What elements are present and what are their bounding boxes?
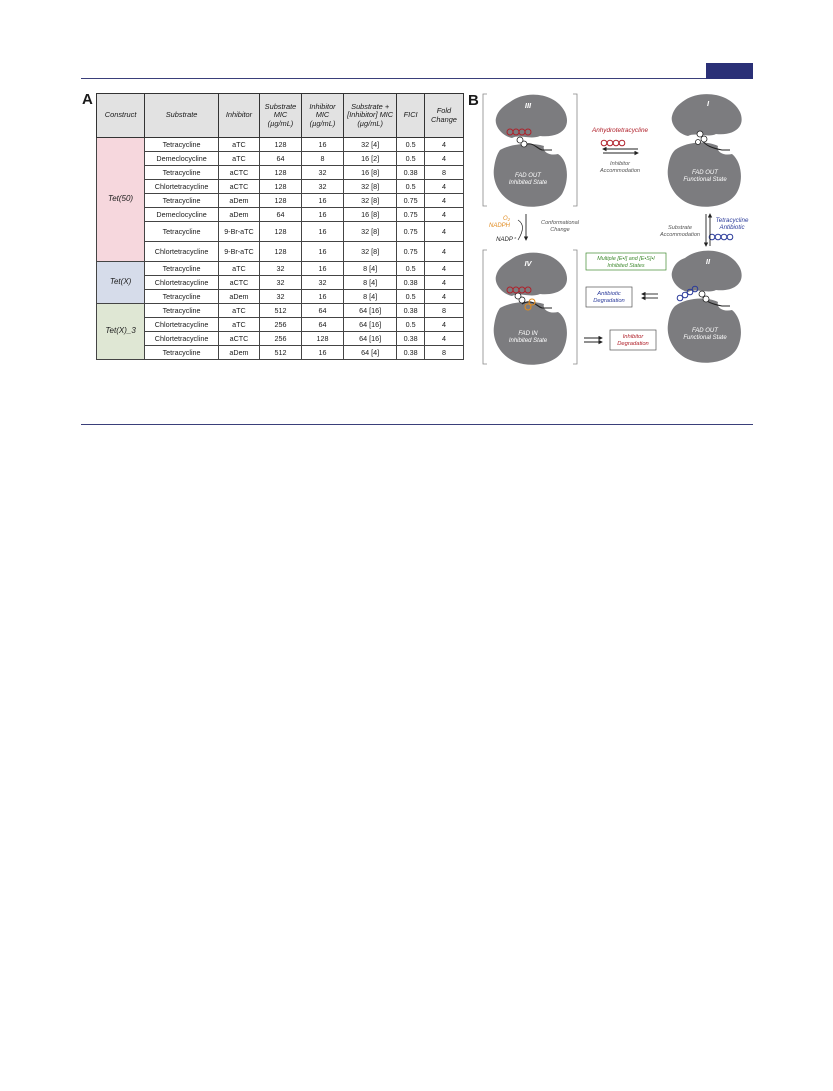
table-cell: aTC — [218, 262, 259, 276]
table-cell: 128 — [259, 242, 301, 262]
table-cell: 8 [4] — [344, 276, 397, 290]
bracket-iv-right — [573, 250, 577, 364]
table-cell: 0.75 — [397, 242, 425, 262]
table-cell: 16 — [301, 208, 343, 222]
table-cell: 0.38 — [397, 346, 425, 360]
table-cell: Tetracycline — [145, 346, 219, 360]
table-cell: aDem — [218, 290, 259, 304]
inhibitor-accommodation-1: Inhibitor — [610, 161, 630, 167]
table-cell: 0.38 — [397, 276, 425, 290]
arrow-o2-curve — [518, 220, 523, 240]
table-cell: 64 [16] — [344, 332, 397, 346]
table-cell: 256 — [259, 332, 301, 346]
table-cell: 32 [4] — [344, 138, 397, 152]
table-cell: 8 — [424, 346, 463, 360]
table-cell: 0.5 — [397, 180, 425, 194]
column-header: Inhibitor — [218, 94, 259, 138]
table-row — [97, 262, 464, 276]
table-cell: aTC — [218, 304, 259, 318]
table-cell: 0.5 — [397, 152, 425, 166]
construct-cell: Tet(X) — [97, 262, 145, 304]
column-header: Substrate + [Inhibitor] MIC (µg/mL) — [344, 94, 397, 138]
nadph-label: NADPH — [488, 223, 510, 229]
table-header — [97, 94, 464, 138]
enzyme-i — [668, 94, 742, 207]
table-cell: 512 — [259, 304, 301, 318]
column-header: FICI — [397, 94, 425, 138]
table-cell: Tetracycline — [145, 138, 219, 152]
table-cell: aDem — [218, 346, 259, 360]
bracket-iv-left — [483, 250, 487, 364]
table-cell: 32 [8] — [344, 194, 397, 208]
table-cell: 4 — [424, 222, 463, 242]
table-row — [97, 152, 464, 166]
table-cell: Tetracycline — [145, 262, 219, 276]
table-cell: aTC — [218, 318, 259, 332]
table-row — [97, 138, 464, 152]
conformational-label-2: Change — [550, 227, 570, 233]
table-cell: 4 — [424, 194, 463, 208]
table-row — [97, 304, 464, 318]
table-cell: Tetracycline — [145, 222, 219, 242]
table-cell: 64 — [301, 318, 343, 332]
table-cell: 4 — [424, 318, 463, 332]
nadp-label: NADP⁺ — [496, 237, 516, 243]
bracket-iii-left — [483, 94, 487, 206]
table-cell: 8 — [424, 304, 463, 318]
table-cell: aCTC — [218, 166, 259, 180]
table-cell: 0.5 — [397, 138, 425, 152]
multiple-states-2: Inhibited States — [607, 263, 645, 269]
table-row — [97, 242, 464, 262]
table-cell: 256 — [259, 318, 301, 332]
table-cell: 0.38 — [397, 304, 425, 318]
state-ii-label-2: Functional State — [683, 335, 727, 341]
enzyme-ii — [668, 251, 742, 363]
table-row — [97, 180, 464, 194]
mechanism-diagram — [480, 90, 755, 370]
column-header: Construct — [97, 94, 145, 138]
anhydro-label: Anhydrotetracycline — [591, 127, 649, 134]
table-cell: 16 — [301, 138, 343, 152]
table-cell: 4 — [424, 332, 463, 346]
table-cell: Chlortetracycline — [145, 276, 219, 290]
table-cell: 16 — [301, 222, 343, 242]
table-cell: 4 — [424, 208, 463, 222]
table-cell: 8 [4] — [344, 290, 397, 304]
state-iv-label-2: Inhibited State — [508, 338, 548, 344]
table-row — [97, 194, 464, 208]
table-cell: 4 — [424, 138, 463, 152]
table-cell: 32 — [301, 166, 343, 180]
table-cell: 16 — [301, 290, 343, 304]
table-cell: aTC — [218, 152, 259, 166]
table-row — [97, 208, 464, 222]
table-body — [97, 138, 464, 360]
antibiotic-degradation-box — [586, 287, 632, 307]
tetracycline-icon — [709, 234, 733, 240]
table-cell: 4 — [424, 276, 463, 290]
table-cell: 9-Br-aTC — [218, 242, 259, 262]
table-cell: Chlortetracycline — [145, 332, 219, 346]
table-cell: Chlortetracycline — [145, 180, 219, 194]
table-cell: 16 — [301, 194, 343, 208]
table-cell: 128 — [259, 166, 301, 180]
table-cell: 4 — [424, 290, 463, 304]
panel-b-label: B — [468, 92, 479, 109]
table-cell: Demeclocycline — [145, 208, 219, 222]
table-cell: 32 [8] — [344, 242, 397, 262]
table-row — [97, 290, 464, 304]
panel-a-label: A — [82, 91, 93, 108]
table-cell: 128 — [259, 138, 301, 152]
table-cell: 4 — [424, 152, 463, 166]
table-row — [97, 318, 464, 332]
state-iii-numeral: III — [524, 101, 532, 110]
table-cell: 16 — [301, 262, 343, 276]
antibiotic-label: Antibiotic — [719, 224, 745, 231]
table-cell: aCTC — [218, 276, 259, 290]
enzyme-iii — [494, 95, 567, 207]
table-cell: aDem — [218, 208, 259, 222]
table-cell: 32 — [301, 180, 343, 194]
table-row — [97, 332, 464, 346]
o2-label: O₂ — [503, 216, 510, 222]
table-cell: aCTC — [218, 180, 259, 194]
substrate-accommodation-2: Accommodation — [659, 232, 701, 238]
table-row — [97, 276, 464, 290]
antibiotic-degradation-2: Degradation — [593, 298, 625, 304]
table-row — [97, 166, 464, 180]
table-cell: 8 — [301, 152, 343, 166]
state-i-label-2: Functional State — [683, 177, 727, 183]
table-cell: Tetracycline — [145, 290, 219, 304]
table-cell: 16 [8] — [344, 166, 397, 180]
table-cell: 0.5 — [397, 262, 425, 276]
table-cell: aTC — [218, 138, 259, 152]
construct-cell: Tet(50) — [97, 138, 145, 262]
table-cell: Chlortetracycline — [145, 318, 219, 332]
header-rule — [81, 78, 753, 79]
column-header: Inhibitor MIC (µg/mL) — [301, 94, 343, 138]
table-cell: 64 [4] — [344, 346, 397, 360]
table-cell: Tetracycline — [145, 166, 219, 180]
construct-cell: Tet(X)_3 — [97, 304, 145, 360]
table-cell: 64 [16] — [344, 304, 397, 318]
table-cell: 32 — [259, 276, 301, 290]
table-cell: 16 [8] — [344, 208, 397, 222]
header-tab — [706, 63, 753, 79]
inhibitor-degradation-2: Degradation — [617, 341, 649, 347]
inhibitor-degradation-box — [610, 330, 656, 350]
state-ii-label-1: FAD OUT — [692, 328, 718, 334]
table-cell: 0.5 — [397, 290, 425, 304]
table-cell: 4 — [424, 262, 463, 276]
table-cell: Demeclocycline — [145, 152, 219, 166]
table-cell: 4 — [424, 180, 463, 194]
table-cell: 0.5 — [397, 318, 425, 332]
table-cell: 64 [16] — [344, 318, 397, 332]
table-cell: 0.75 — [397, 222, 425, 242]
table-row — [97, 346, 464, 360]
table-cell: 64 — [301, 304, 343, 318]
bracket-iii-right — [573, 94, 577, 206]
inhibitor-accommodation-2: Accommodation — [599, 168, 641, 174]
table-cell: 0.38 — [397, 332, 425, 346]
mic-table — [96, 93, 464, 360]
column-header: Fold Change — [424, 94, 463, 138]
footer-rule — [81, 424, 753, 425]
state-iv-label-1: FAD IN — [518, 331, 538, 337]
table-cell: 32 [8] — [344, 180, 397, 194]
state-i-label-1: FAD OUT — [692, 170, 718, 176]
table-cell: 32 — [259, 290, 301, 304]
tetracycline-label: Tetracycline — [715, 217, 749, 224]
table-cell: aCTC — [218, 332, 259, 346]
state-iii-label-2: Inhibited State — [508, 180, 548, 186]
conformational-label-1: Conformational — [541, 220, 579, 226]
antibiotic-degradation-1: Antibiotic — [597, 291, 621, 297]
inhibitor-degradation-1: Inhibitor — [622, 334, 644, 340]
table-cell: 512 — [259, 346, 301, 360]
table-cell: 32 — [301, 276, 343, 290]
table-cell: 32 [8] — [344, 222, 397, 242]
table-cell: 128 — [259, 222, 301, 242]
column-header: Substrate — [145, 94, 219, 138]
table-cell: 64 — [259, 208, 301, 222]
table-cell: 128 — [259, 194, 301, 208]
table-cell: 4 — [424, 242, 463, 262]
table-cell: 64 — [259, 152, 301, 166]
table-row — [97, 222, 464, 242]
table-cell: 16 — [301, 242, 343, 262]
table-cell: 0.38 — [397, 166, 425, 180]
multiple-states-1: Multiple [E•I] and [E•S]•I — [597, 256, 655, 262]
table-cell: 16 — [301, 346, 343, 360]
table-cell: Tetracycline — [145, 194, 219, 208]
table-cell: 128 — [301, 332, 343, 346]
table-cell: 9-Br-aTC — [218, 222, 259, 242]
table-cell: 32 — [259, 262, 301, 276]
state-iii-label-1: FAD OUT — [515, 173, 541, 179]
table-cell: Tetracycline — [145, 304, 219, 318]
column-header: Substrate MIC (µg/mL) — [259, 94, 301, 138]
table-cell: 16 [2] — [344, 152, 397, 166]
table-cell: 0.75 — [397, 194, 425, 208]
state-ii-numeral: II — [705, 257, 711, 266]
state-i-numeral: I — [706, 99, 710, 108]
anhydrotetracycline-icon — [601, 140, 625, 146]
table-cell: 8 [4] — [344, 262, 397, 276]
table-cell: Chlortetracycline — [145, 242, 219, 262]
table-cell: aDem — [218, 194, 259, 208]
table-cell: 128 — [259, 180, 301, 194]
state-iv-numeral: IV — [524, 259, 532, 268]
table-cell: 8 — [424, 166, 463, 180]
substrate-accommodation-1: Substrate — [668, 225, 692, 231]
table-cell: 0.75 — [397, 208, 425, 222]
